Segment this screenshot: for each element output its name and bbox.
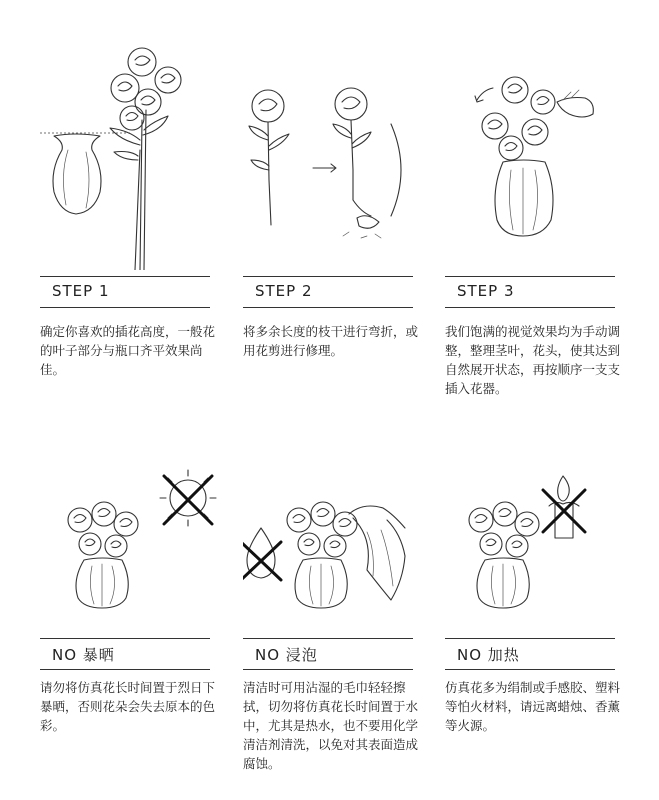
step-1-label-bar [40,276,210,308]
warning-no-sun-label: NO 暴晒 [52,646,115,664]
step-3-description: 我们饱满的视觉效果均为手动调整，整理茎叶，花头，使其达到自然展开状态，再按顺序一支支插入花器。 [445,324,621,396]
step-3-label-bar [445,276,615,308]
no-sun-illustration-icon [40,410,240,640]
warning-no-fire-label-bar [445,638,615,670]
arrange-flowers-illustration-icon [445,40,645,270]
warning-no-fire-description: 仿真花多为绢制或手感胶、塑料等怕火材料，请远离蜡烛、香薰等火源。 [445,680,621,733]
step-2-label: STEP 2 [255,282,313,300]
warning-no-water-label: NO 浸泡 [255,646,318,664]
warning-no-sun-description: 请勿将仿真花长时间置于烈日下暴晒，否则花朵会失去原本的色彩。 [40,680,216,733]
warning-no-sun-label-bar [40,638,210,670]
step-1-label: STEP 1 [52,282,110,300]
warning-no-fire-label: NO 加热 [457,646,520,664]
stem-bend-illustration-icon [243,40,443,270]
vase-height-illustration-icon [40,40,240,270]
step-1-description: 确定你喜欢的插花高度，一般花的叶子部分与瓶口齐平效果尚佳。 [40,324,216,377]
no-fire-illustration-icon [445,410,645,640]
warning-no-water-label-bar [243,638,413,670]
no-water-illustration-icon [243,410,443,640]
step-2-label-bar [243,276,413,308]
step-2-description: 将多余长度的枝干进行弯折，或用花剪进行修理。 [243,324,419,358]
warning-no-water-description: 清洁时可用沾湿的毛巾轻轻擦拭，切勿将仿真花长时间置于水中，尤其是热水，也不要用化学清洁剂清洗，以免对其表面造成腐蚀。 [243,680,419,771]
step-3-label: STEP 3 [457,282,515,300]
